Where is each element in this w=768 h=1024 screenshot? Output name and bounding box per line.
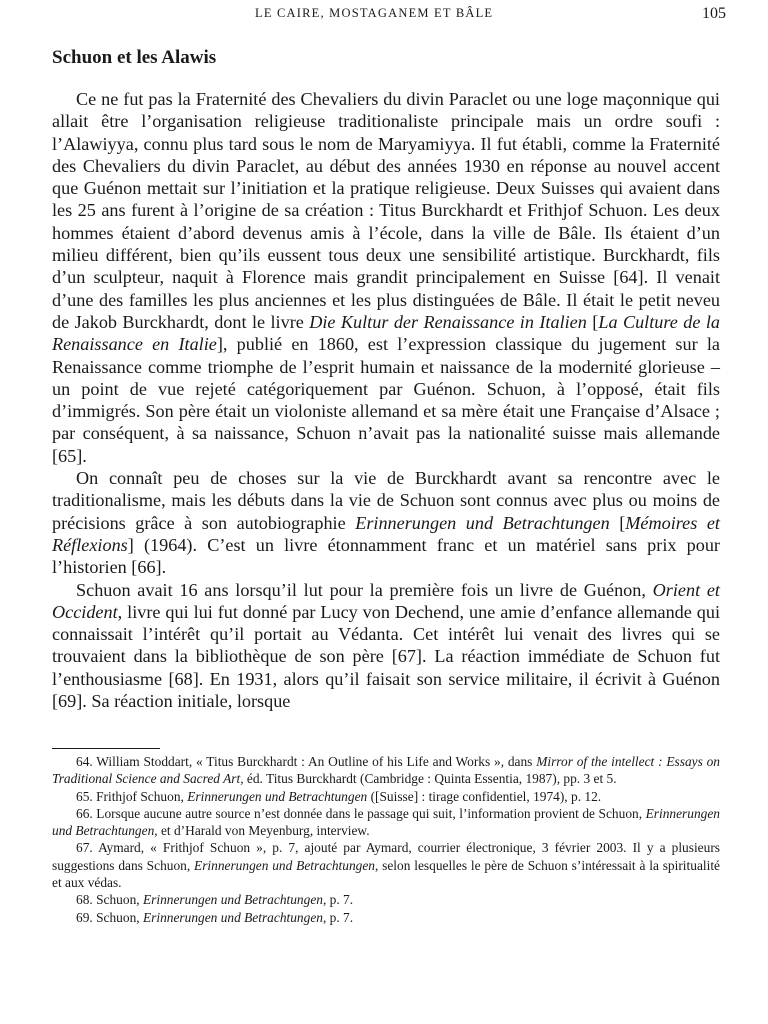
footnote [52, 891, 720, 908]
paragraph-text: [ [586, 311, 599, 332]
paragraph-text: , livre qui lui fut donné par Lucy von Dechend, une amie d’enfance allemande qui connaissait l’intérêt qu’il portait au Védanta. Cet intérêt lui venait des livres qui se trouvaient dans la bibliothèque de son père [67]. La réaction immédiate de Schuon fut l’enthousiasme [68]. En 1931, alors qu’il faisait son service militaire, il écrivit à Guénon [69]. Sa réaction initiale, lorsque [52, 601, 720, 712]
book-title: Orient et Occident [52, 579, 720, 622]
footnote-title: Erinnerungen und Betrachtungen [52, 805, 720, 839]
footnotes [52, 753, 720, 926]
book-title-translation: La Culture de la Renaissance en Italie [52, 311, 720, 355]
book-title: Die Kultur der Renaissance in Italien [309, 311, 587, 332]
footnote [52, 753, 720, 788]
paragraph-text: Ce ne fut pas la Fraternité des Chevaliers du divin Paraclet ou une loge maçonnique qui allait être l’organisation religieuse traditionaliste principale mais un ordre soufi : l’Alawiyya, connu plus tard sous le nom de Maryamiyya. Il fut établi, comme la Fraternité des Chevaliers du divin Paraclet, au début des années 1930 en réponse au nouvel accent que Guénon mettait sur l’initiation et la pratique religieuse. Deux Suisses qui avaient dans les 25 ans furent à l’origine de sa création : Titus Burckhardt et Frithjof Schuon. Les deux hommes étaient d’abord devenus amis à l’école, dans la ville de Bâle. Ils étaient d’un milieu différent, bien qu’ils eussent tous deux une sensibilité artistique. Burckhardt, fils d’un sculpteur, naquit à Florence mais grandit principalement en Suisse [64]. Il venait d’une des familles les plus anciennes et les plus distinguées de Bâle. Il était le petit neveu de Jakob Burckhardt, dont le livre [52, 89, 720, 332]
footnote-text: 66. Lorsque aucune autre source n’est donnée dans le passage qui suit, l’information provient de Schuon, [76, 805, 646, 821]
running-head: LE CAIRE, MOSTAGANEM ET BÂLE [255, 6, 494, 20]
section-title: Schuon et les Alawis [52, 47, 217, 68]
body-text [52, 88, 720, 712]
body-paragraph [52, 467, 720, 578]
footnote-text: , selon lesquelles le père de Schuon s’intéressait à la spiritualité et aux védas. [52, 857, 720, 891]
footnote-text: , éd. Titus Burckhardt (Cambridge : Quinta Essentia, 1987), pp. 3 et 5. [240, 771, 617, 787]
footnote [52, 805, 720, 840]
footnote-text: ([Suisse] : tirage confidentiel, 1974), p. 12. [367, 788, 602, 804]
paragraph-text: [ [609, 512, 626, 533]
footnote-title: Mirror of the intellect : Essays on Traditional Science and Sacred Art [52, 754, 721, 787]
body-paragraph [52, 579, 720, 713]
paragraph-text: On connaît peu de choses sur la vie de Burckhardt avant sa rencontre avec le traditionalisme, mais les débuts dans la vie de Schuon sont connus avec plus ou moins de précisions grâce à son autobiographie [52, 468, 720, 533]
book-title-translation: Mémoires et Réflexions [52, 512, 720, 555]
footnote-text: 64. William Stoddart, « Titus Burckhardt : An Outline of his Life and Works », dans [76, 754, 537, 769]
book-title: Erinnerungen und Betrachtungen [355, 512, 610, 533]
footnote-title: Erinnerungen und Betrachtungen [142, 892, 323, 908]
footnote [52, 839, 720, 891]
footnote-text: 68. Schuon, [76, 892, 143, 908]
footnote-text: 69. Schuon, [76, 909, 143, 925]
footnote-rule [52, 748, 160, 749]
footnote [52, 788, 720, 805]
footnote-title: Erinnerungen und Betrachtungen [187, 788, 368, 804]
footnote-title: Erinnerungen und Betrachtungen [142, 909, 323, 925]
footnote-text: 67. Aymard, « Frithjof Schuon », p. 7, ajouté par Aymard, courrier électronique, 3 février 2003. Il y a plusieurs suggestions dans Schuon, [52, 840, 720, 873]
footnote-text: , p. 7. [322, 909, 354, 925]
page-number: 105 [702, 5, 726, 22]
footnote [52, 909, 720, 926]
footnote-text: 65. Frithjof Schuon, [76, 788, 188, 804]
footnote-title: Erinnerungen und Betrachtungen [194, 857, 375, 873]
paragraph-text: Schuon avait 16 ans lorsqu’il lut pour la première fois un livre de Guénon, [76, 579, 653, 600]
body-paragraph [52, 88, 720, 467]
paragraph-text: ], publié en 1860, est l’expression classique du jugement sur la Renaissance comme triomphe de l’esprit humain et naissance de la modernité glorieuse – un point de vue rejeté catégoriquement par Guénon. Schuon, à l’opposé, était fils d’immigrés. Son père était un violoniste allemand et sa mère était une Française d’Alsace ; par conséquent, à sa naissance, Schuon n’avait pas la nationalité suisse mais allemande [65]. [52, 334, 720, 466]
footnote-text: , et d’Harald von Meyenburg, interview. [154, 823, 370, 839]
footnote-text: , p. 7. [322, 892, 354, 908]
paragraph-text: ] (1964). C’est un livre étonnamment franc et un matériel sans prix pour l’historien [66]. [52, 534, 720, 578]
